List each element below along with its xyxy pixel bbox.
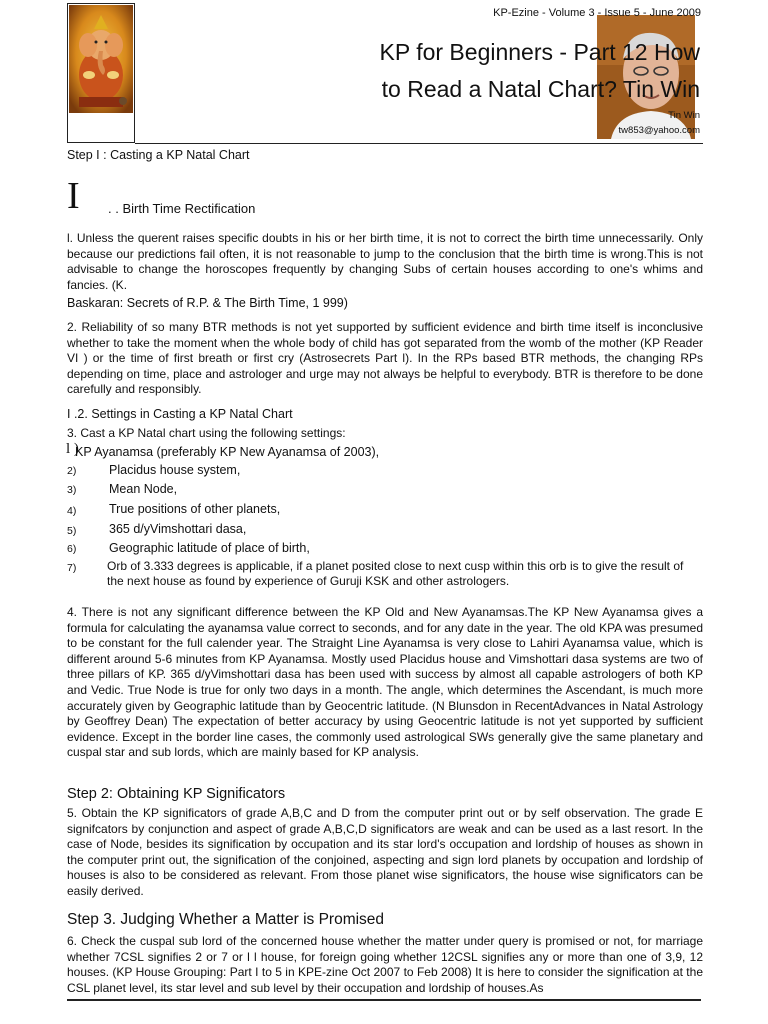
list-item-text: True positions of other planets,: [109, 502, 281, 516]
article-title-line-1: KP for Beginners - Part 12 How: [379, 39, 700, 65]
header-divider: [135, 143, 703, 144]
section-numeral: I: [67, 175, 80, 217]
list-item-number: 6): [67, 543, 77, 555]
list-item-number: 7): [67, 562, 77, 574]
step-2-heading: Step 2: Obtaining KP Significators: [67, 786, 286, 802]
list-item-text: KP Ayanamsa (preferably KP New Ayanamsa of 2003),: [75, 445, 380, 459]
list-item-number: l ): [66, 441, 79, 457]
author-email: tw853@yahoo.com: [618, 125, 700, 136]
list-item-number: 5): [67, 525, 77, 537]
list-item-text: 365 d/yVimshottari dasa,: [109, 522, 247, 536]
paragraph-5: 5. Obtain the KP significators of grade A,B,C and D from the computer print out or by self observation. The grade E signifcators by conjunction and aspect of grade A,B,C,D significators are weak and can be used as a last resort. In the case of Node, besides its signification by occupation and its star lord's occupation and lordship of houses as shown in the computer print out, the signification of the conjoined, aspecting and sign lord planets by occupation and lordship of houses is also to be considered as relevant. From those planet wise significators, the house wise significators can be easily derived.: [67, 806, 703, 898]
paragraph-1: l. Unless the querent raises specific doubts in his or her birth time, it is not to correct the birth time unnecessarily. Only because our predictions fail often, it is not reasonable to jump to the conclusion that the birth time is wrong.This is not advisable to change the horoscopes frequently by changing Subs of certain houses according to one's whims and fancies. (K.: [67, 231, 703, 292]
ganesha-icon: [69, 5, 133, 113]
paragraph-2: 2. Reliability of so many BTR methods is not yet supported by sufficient evidence and birth time itself is inconclusive whether to take the moment when the whole body of child has got separated from the womb of the mother (KP Reader VI ) or the time of first breath or first cry (Astrosecrets Part l). In the RPs based BTR methods, the changing RPs depending on time, place and astrologer and urge may not always be helpful to everybody. BTR is therefore to be done carefully and responsibly.: [67, 320, 703, 397]
list-item-text: Geographic latitude of place of birth,: [109, 541, 310, 555]
settings-heading: I .2. Settings in Casting a KP Natal Chart: [67, 407, 293, 421]
list-item-text: Placidus house system,: [109, 463, 241, 477]
list-item-number: 4): [67, 505, 77, 517]
issue-info: KP-Ezine - Volume 3 - Issue 5 - June 2009: [493, 7, 701, 19]
list-item-text: Mean Node,: [109, 482, 178, 496]
settings-intro: 3. Cast a KP Natal chart using the following settings:: [67, 426, 346, 440]
paragraph-6: 6. Check the cuspal sub lord of the concerned house whether the matter under query is promised or not, for marriage whether 7CSL signifies 2 or 7 or l l house, for foreign going whether 12CSL signifies any or more than one of 3,9, 12 houses. (KP House Grouping: Part I to 5 in KPE-zine Oct 2007 to Feb 2008) It is here to consider the signification at the CSL planet level, its star level and sub level by their occupation and lordship of houses.As: [67, 934, 703, 995]
paragraph-4: 4. There is not any significant difference between the KP Old and New Ayanamsas.The KP New Ayanamsa gives a formula for calculating the ayanamsa value correct to seconds, and for any date in the year. The old KPA was presumed to be constant for the full calender year. The Straight Line Ayanamsa is very close to Lahiri Ayanamsa value, which is different around 5-6 minutes from KP Ayanamsa. Mostly used Placidus house and Vimshottari dasa systems are two of three pillars of KP. 365 d/yVimshottari dasa has been used with success by almost all capable astrologers of both KP and Vedic. True Node is true for only two days in a month. The angle, which determines the Ascendant, is much more accurately given by Geographic latitude than by Geocentric latitude. (N Blunsdon in RecentAdvances in Natal Astrology by Geoffrey Dean) The expectation of better accuracy by using Geocentric latitude is not yet supported by sufficient evidence. Except in the border line cases, the commonly used astrological SWs generally give the same planetary and cuspal star and sub lords, which are mainly based for KP analysis.: [67, 605, 703, 760]
article-title-line-2: to Read a Natal Chart? Tin Win: [381, 76, 700, 102]
list-item-text: Orb of 3.333 degrees is applicable, if a planet posited close to next cusp within this orb is to give the result of the next house as found by experience of Guruji KSK and other astrologers.: [107, 559, 684, 588]
step-3-heading: Step 3. Judging Whether a Matter is Promised: [67, 911, 385, 928]
ganesha-image-frame: [67, 3, 135, 143]
author-name: Tin Win: [668, 110, 700, 121]
citation-line: Baskaran: Secrets of R.P. & The Birth Time, 1 999): [67, 296, 348, 310]
footer-divider: [67, 999, 701, 1001]
btr-heading: . . Birth Time Rectification: [108, 201, 256, 216]
list-item-number: 2): [67, 465, 77, 477]
list-item-number: 3): [67, 484, 77, 496]
step-1-heading: Step I : Casting a KP Natal Chart: [67, 148, 250, 162]
